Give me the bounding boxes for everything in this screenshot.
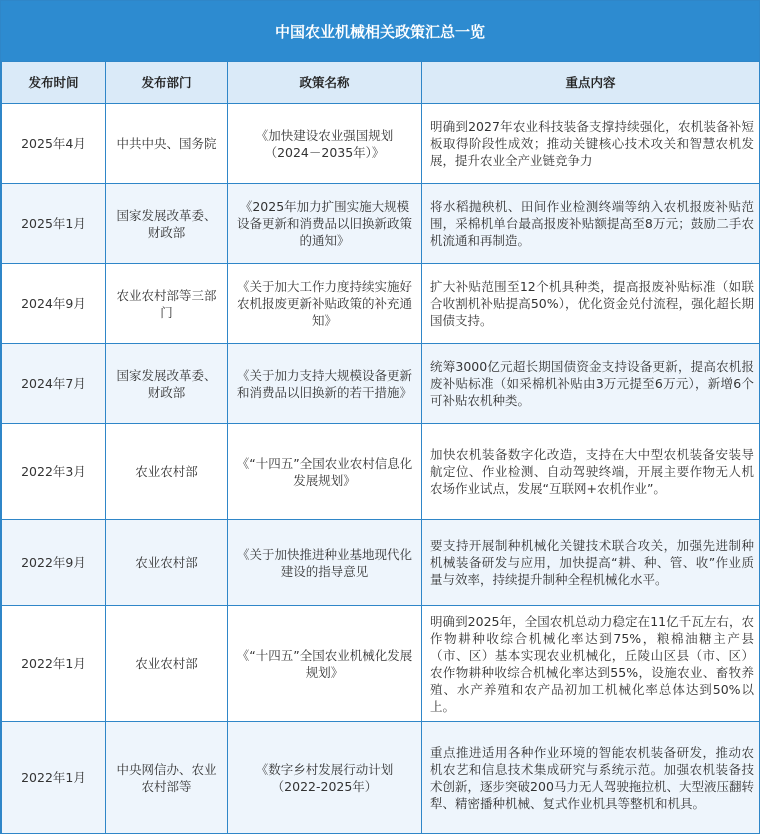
- cell-policy: 《“十四五”全国农业农村信息化发展规划》: [228, 424, 422, 520]
- cell-dept: 农业农村部: [106, 424, 228, 520]
- cell-policy: 《加快建设农业强国规划（2024－2035年）》: [228, 104, 422, 184]
- table-row: [2, 606, 760, 722]
- table-row: [2, 184, 760, 264]
- cell-dept: 中共中央、国务院: [106, 104, 228, 184]
- table-row: [2, 264, 760, 344]
- cell-dept: 国家发展改革委、财政部: [106, 344, 228, 424]
- header-dept: 发布部门: [106, 62, 228, 104]
- cell-date: 2024年7月: [2, 344, 106, 424]
- table-row: [2, 424, 760, 520]
- cell-policy: 《关于加快推进种业基地现代化建设的指导意见: [228, 520, 422, 606]
- table-row: [2, 722, 760, 834]
- cell-content: 将水稻抛秧机、田间作业检测终端等纳入农机报废补贴范围，采棉机单台最高报废补贴额提高至8万元；鼓励二手农机流通和再制造。: [422, 184, 760, 264]
- cell-policy: 《关于加力支持大规模设备更新和消费品以旧换新的若干措施》: [228, 344, 422, 424]
- cell-policy: 《2025年加力扩围实施大规模设备更新和消费品以旧换新政策的通知》: [228, 184, 422, 264]
- cell-content: 明确到2025年，全国农机总动力稳定在11亿千瓦左右，农作物耕种收综合机械化率达到75%，粮棉油糖主产县（市、区）基本实现农业机械化，丘陵山区县（市、区）农作物耕种收综合机械化率达到55%，设施农业、畜牧养殖、水产养殖和农产品初加工机械化率总体达到50%以上。: [422, 606, 760, 722]
- header-policy: 政策名称: [228, 62, 422, 104]
- cell-content: 明确到2027年农业科技装备支撑持续强化，农机装备补短板取得阶段性成效；推动关键核心技术攻关和智慧农机发展，提升农业全产业链竞争力: [422, 104, 760, 184]
- table-row: [2, 104, 760, 184]
- header-row: [2, 62, 760, 104]
- cell-dept: 中央网信办、农业农村部等: [106, 722, 228, 834]
- cell-content: 扩大补贴范围至12个机具种类，提高报废补贴标准（如联合收割机补贴提高50%），优化资金兑付流程，强化超长期国债支持。: [422, 264, 760, 344]
- cell-date: 2022年1月: [2, 606, 106, 722]
- cell-dept: 农业农村部: [106, 520, 228, 606]
- cell-dept: 农业农村部: [106, 606, 228, 722]
- cell-content: 统筹3000亿元超长期国债资金支持设备更新，提高农机报废补贴标准（如采棉机补贴由3万元提至6万元），新增6个可补贴农机种类。: [422, 344, 760, 424]
- cell-content: 重点推进适用各种作业环境的智能农机装备研发，推动农机农艺和信息技术集成研究与系统示范。加强农机装备技术创新，逐步突破200马力无人驾驶拖拉机、大型液压翻转犁、精密播种机械、复式作业机具等整机和机具。: [422, 722, 760, 834]
- cell-policy: 《“十四五”全国农业机械化发展规划》: [228, 606, 422, 722]
- cell-date: 2022年3月: [2, 424, 106, 520]
- cell-policy: 《关于加大工作力度持续实施好农机报废更新补贴政策的补充通知》: [228, 264, 422, 344]
- cell-date: 2022年1月: [2, 722, 106, 834]
- policy-table: [1, 61, 760, 834]
- cell-dept: 国家发展改革委、财政部: [106, 184, 228, 264]
- cell-date: 2024年9月: [2, 264, 106, 344]
- table-title: 中国农业机械相关政策汇总一览: [1, 1, 759, 61]
- header-date: 发布时间: [2, 62, 106, 104]
- table-row: [2, 344, 760, 424]
- cell-dept: 农业农村部等三部门: [106, 264, 228, 344]
- cell-date: 2025年4月: [2, 104, 106, 184]
- cell-policy: 《数字乡村发展行动计划（2022-2025年）: [228, 722, 422, 834]
- cell-date: 2025年1月: [2, 184, 106, 264]
- cell-content: 要支持开展制种机械化关键技术联合攻关，加强先进制种机械装备研发与应用，加快提高“耕、种、管、收”作业质量与效率，持续提升制种全程机械化水平。: [422, 520, 760, 606]
- cell-date: 2022年9月: [2, 520, 106, 606]
- table-row: [2, 520, 760, 606]
- cell-content: 加快农机装备数字化改造，支持在大中型农机装备安装导航定位、作业检测、自动驾驶终端，开展主要作物无人机农场作业试点，发展“互联网+农机作业”。: [422, 424, 760, 520]
- header-content: 重点内容: [422, 62, 760, 104]
